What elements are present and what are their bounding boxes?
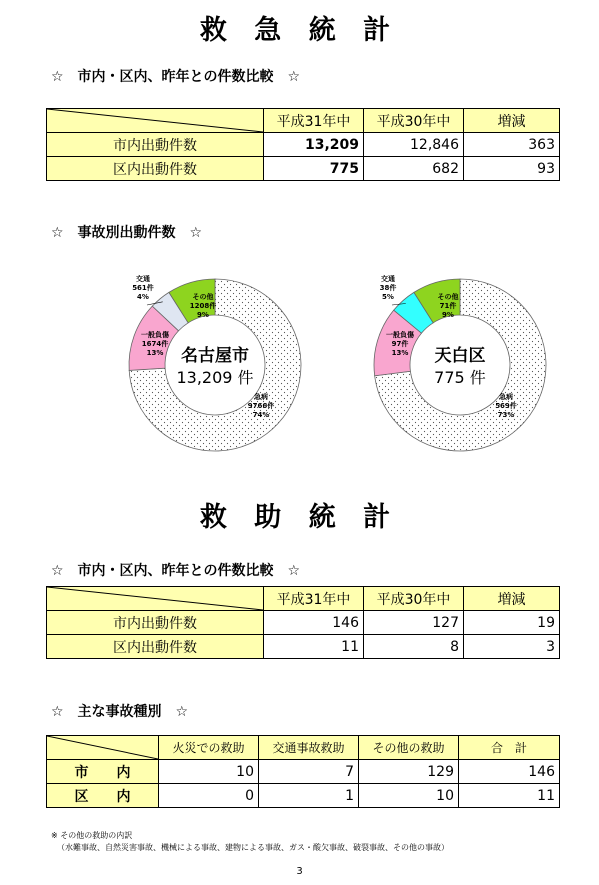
table-cell: 0 (159, 784, 259, 808)
table-header-row (47, 736, 560, 760)
slice-label-other: その他 71件 9% (437, 293, 459, 319)
rescue-title: 救 助 統 計 (199, 502, 400, 533)
row-label: 区 内 (47, 784, 159, 808)
table-cell: 127 (364, 611, 464, 635)
slice-label-emergency-illness: 急病 9766件 74% (247, 393, 275, 419)
col-header: 合 計 (459, 736, 560, 760)
table-cell: 129 (359, 760, 459, 784)
table-header-row (47, 109, 560, 133)
table-cell: 10 (159, 760, 259, 784)
main-accident-types-heading: ☆ 主な事故種別 ☆ (51, 704, 189, 720)
accident-type-heading: ☆ 事故別出動件数 ☆ (51, 225, 203, 241)
col-header: 平成30年中 (364, 109, 464, 133)
table-cell: 363 (464, 133, 560, 157)
slice-label-traffic: 交通 561件 4% (132, 275, 154, 301)
col-header: 平成30年中 (364, 587, 464, 611)
table-cell: 93 (464, 157, 560, 181)
slice-label-general-injury: 一般負傷 97件 13% (386, 331, 414, 357)
emergency-comparison-heading: ☆ 市内・区内、昨年との件数比較 ☆ (51, 69, 301, 85)
table-cell: 7 (259, 760, 359, 784)
table-corner-cell (47, 736, 159, 760)
table-corner-cell (47, 587, 264, 611)
table-header-row (47, 587, 560, 611)
donut-center-name: 天白区 (434, 346, 486, 366)
donut-center-count: 775 件 (434, 368, 486, 387)
donut-chart-nagoya (115, 265, 315, 465)
table-cell: 3 (464, 635, 560, 659)
slice-label-general-injury: 一般負傷 1674件 13% (141, 331, 169, 357)
table-cell: 8 (364, 635, 464, 659)
donut-center-count: 13,209 件 (176, 368, 254, 387)
donut-center-name: 名古屋市 (181, 346, 249, 366)
table-corner-cell (47, 109, 264, 133)
table-cell: 12,846 (364, 133, 464, 157)
emergency-title: 救 急 統 計 (199, 15, 400, 46)
table-cell: 10 (359, 784, 459, 808)
note-title: ※ その他の救助の内訳 (51, 831, 133, 840)
donut-chart-tenpaku (360, 265, 560, 465)
table-row (47, 157, 560, 181)
col-header: 平成31年中 (264, 587, 364, 611)
slice-label-emergency-illness: 急病 569件 73% (495, 393, 517, 419)
row-label: 市内出動件数 (47, 611, 264, 635)
row-label: 区内出動件数 (47, 635, 264, 659)
row-label: 区内出動件数 (47, 157, 264, 181)
table-cell: 11 (459, 784, 560, 808)
table-cell: 682 (364, 157, 464, 181)
row-label: 市 内 (47, 760, 159, 784)
col-header: 火災での救助 (159, 736, 259, 760)
row-label: 市内出動件数 (47, 133, 264, 157)
page-number: 3 (296, 866, 303, 877)
table-cell: 19 (464, 611, 560, 635)
table-cell: 146 (459, 760, 560, 784)
slice-label-other: その他 1208件 9% (189, 293, 217, 319)
table-cell: 13,209 (264, 133, 364, 157)
table-row (47, 760, 560, 784)
col-header: その他の救助 (359, 736, 459, 760)
table-cell: 146 (264, 611, 364, 635)
col-header: 増減 (464, 587, 560, 611)
rescue-types-table (46, 735, 560, 808)
table-cell: 775 (264, 157, 364, 181)
slice-label-traffic: 交通 38件 5% (379, 275, 397, 301)
table-row (47, 611, 560, 635)
table-row (47, 635, 560, 659)
emergency-comparison-table (46, 108, 560, 181)
rescue-comparison-table (46, 586, 560, 659)
table-cell: 1 (259, 784, 359, 808)
table-row (47, 133, 560, 157)
rescue-comparison-heading: ☆ 市内・区内、昨年との件数比較 ☆ (51, 563, 301, 579)
table-cell: 11 (264, 635, 364, 659)
col-header: 平成31年中 (264, 109, 364, 133)
note-body: （水難事故、自然災害事故、機械による事故、建物による事故、ガス・酸欠事故、破裂事故、その他の事故） (57, 843, 449, 852)
col-header: 交通事故救助 (259, 736, 359, 760)
table-row (47, 784, 560, 808)
col-header: 増減 (464, 109, 560, 133)
